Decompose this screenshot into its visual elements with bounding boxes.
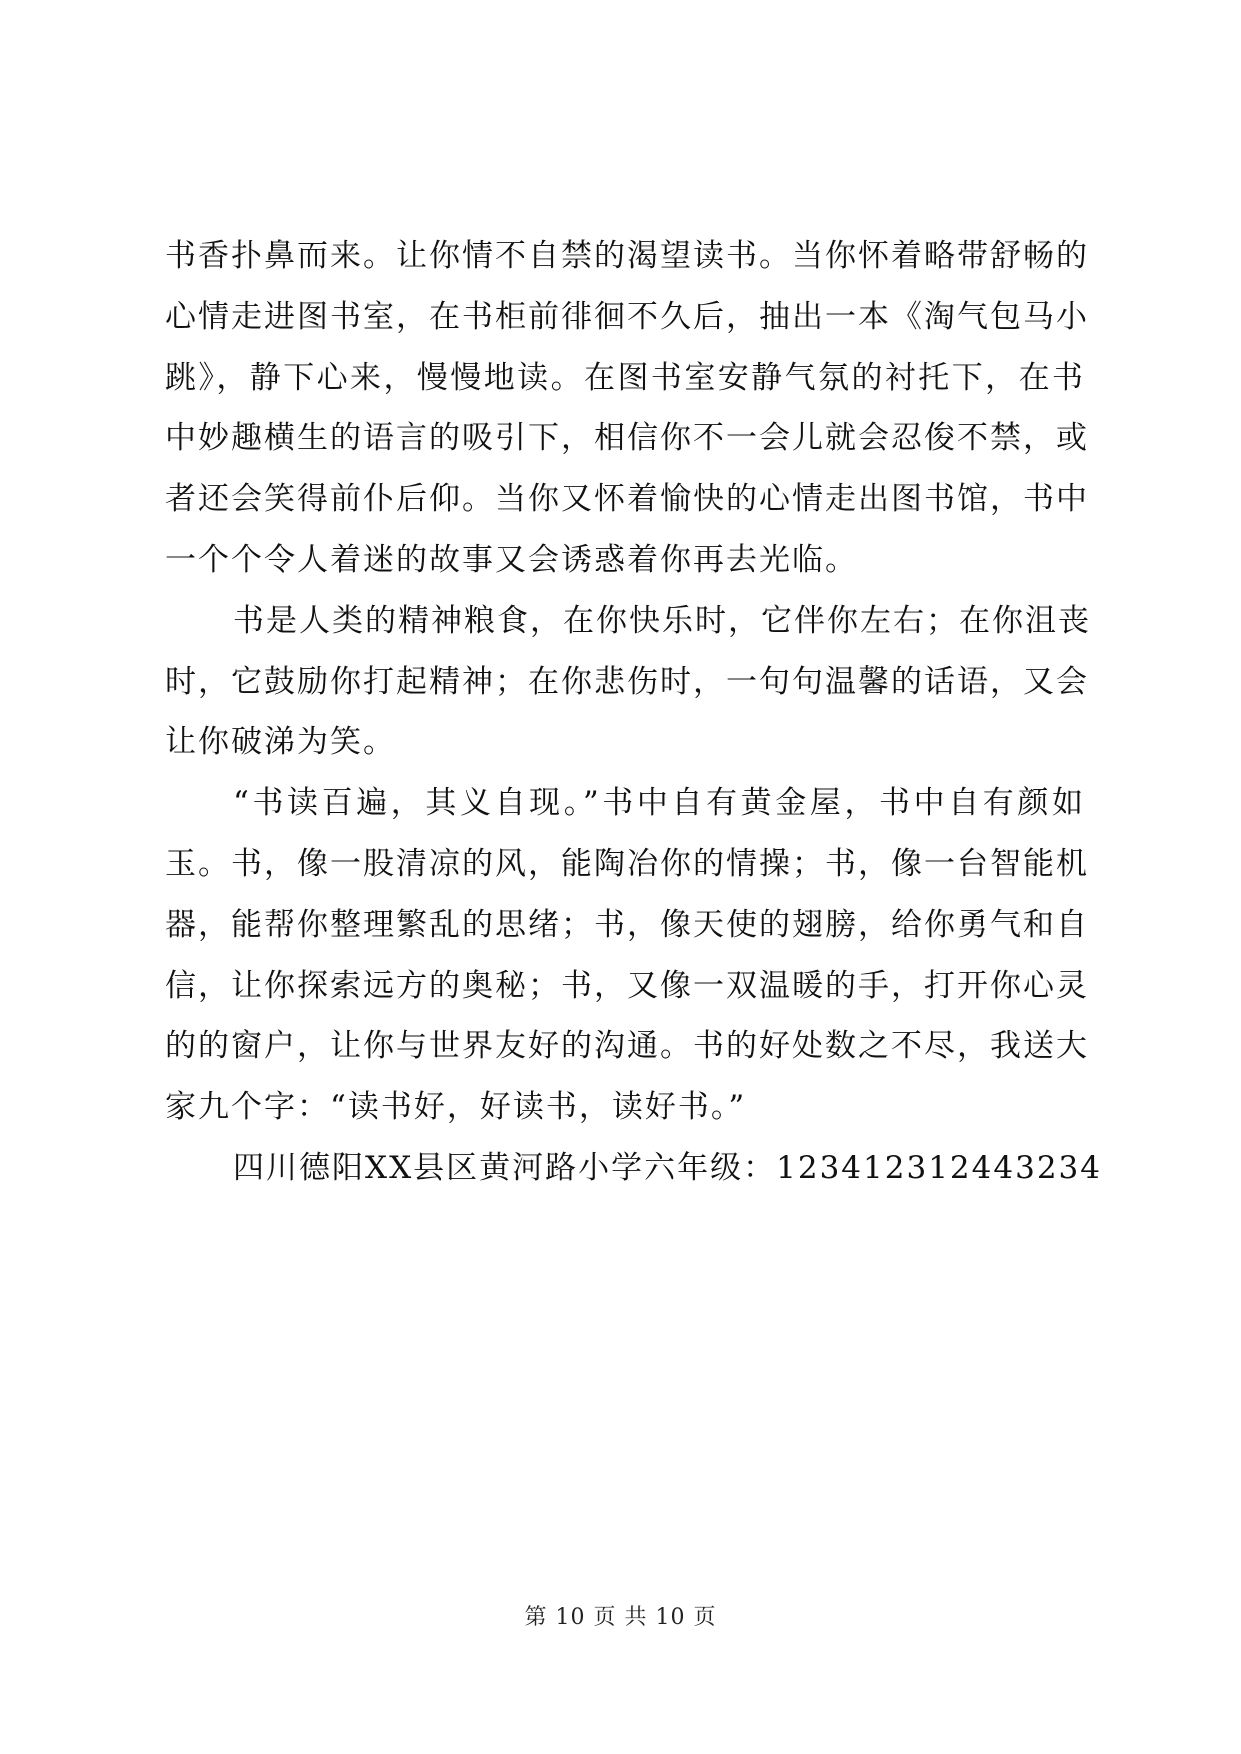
text-line: “书读百遍，其义自现。”书中自有黄金屋，书中自有颜如 bbox=[233, 785, 1085, 822]
text-line: 中妙趣横生的语言的吸引下，相信你不一会儿就会忍俊不禁，或 bbox=[165, 420, 1089, 457]
text-line: 跳》，静下心来，慢慢地读。在图书室安静气氛的衬托下，在书 bbox=[165, 359, 1085, 396]
text-line: 信，让你探索远方的奥秘；书，又像一双温暖的手，打开你心灵 bbox=[165, 967, 1089, 1004]
paragraph bbox=[165, 591, 1091, 773]
paragraph bbox=[165, 1138, 1102, 1199]
text-line: 书香扑鼻而来。让你情不自禁的渴望读书。当你怀着略带舒畅的 bbox=[165, 238, 1089, 274]
text-line: 者还会笑得前仆后仰。当你又怀着愉快的心情走出图书馆，书中 bbox=[165, 481, 1089, 518]
page-number-footer: 第 10 页 共 10 页 bbox=[524, 1605, 717, 1630]
text-line: 书是人类的精神粮食，在你快乐时，它伴你左右；在你沮丧 bbox=[233, 602, 1091, 639]
paragraph bbox=[165, 773, 1089, 1138]
text-line: 玉。书，像一股清凉的风，能陶冶你的情操；书，像一台智能机 bbox=[165, 845, 1089, 882]
document-body bbox=[165, 226, 1102, 1199]
text-line: 一个个令人着迷的故事又会诱惑着你再去光临。 bbox=[165, 541, 858, 578]
text-line: 四川德阳XX县区黄河路小学六年级：123412312443234 bbox=[233, 1149, 1102, 1186]
text-line: 时，它鼓励你打起精神；在你悲伤时，一句句温馨的话语，又会 bbox=[165, 663, 1089, 700]
text-line: 家九个字：“读书好，好读书，读好书。” bbox=[165, 1089, 747, 1126]
text-line: 器，能帮你整理繁乱的思绪；书，像天使的翅膀，给你勇气和自 bbox=[165, 906, 1089, 943]
text-line: 让你破涕为笑。 bbox=[165, 724, 396, 761]
text-line: 的的窗户，让你与世界友好的沟通。书的好处数之不尽，我送大 bbox=[165, 1028, 1089, 1065]
paragraph bbox=[165, 226, 1089, 591]
text-line: 心情走进图书室，在书柜前徘徊不久后，抽出一本《淘气包马小 bbox=[165, 298, 1089, 335]
